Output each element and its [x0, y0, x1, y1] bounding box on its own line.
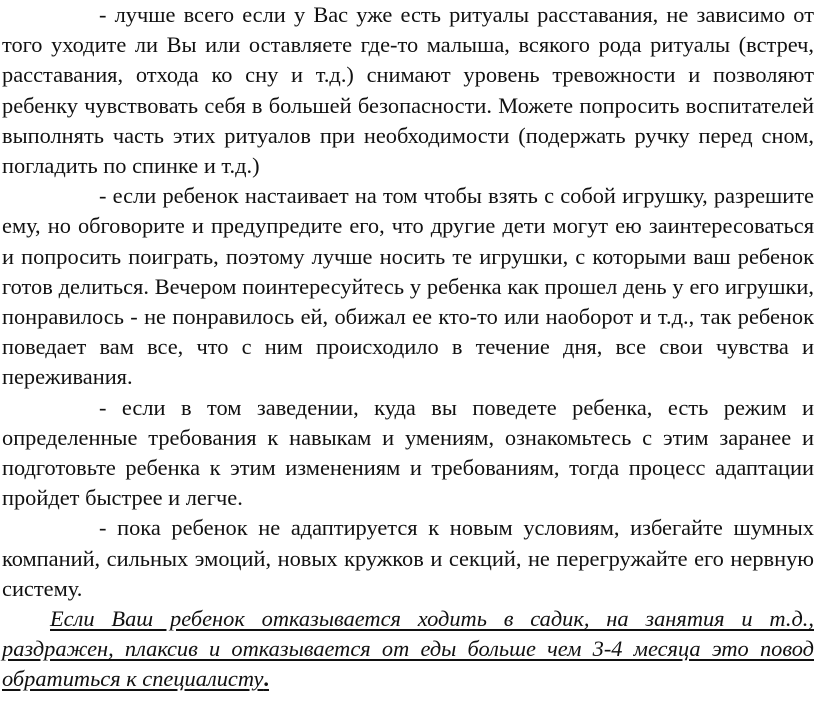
paragraph-adaptation: - пока ребенок не адаптируется к новым условиям, избегайте шумных компаний, сильных эмоций, новых кружков и секций, не перегружайте его нервную систему. — [2, 515, 814, 601]
paragraph-toy: - если ребенок настаивает на том чтобы взять с собой игрушку, разрешите ему, но обговорите и предупредите его, что другие дети могут ею заинтересоваться и попросить поиграть, поэтому лучше носить те игрушки, с которыми ваш ребенок готов делиться. Вечером поинтересуйтесь у ребенка как прошел день у его игрушки, понравилось - не понравилось ей, обижал ее кто-то или наоборот и т.д., так ребенок поведает вам все, что с ним происходило в течение дня, все свои чувства и переживания. — [2, 183, 814, 390]
closing-note-period: . — [263, 666, 270, 692]
paragraph-regime: - если в том заведении, куда вы поведете ребенка, есть режим и определенные требования к навыкам и умениям, ознакомьтесь с этим заранее и подготовьте ребенка к этим изменениям и требованиям, тогда процесс адаптации пройдет быстрее и легче. — [2, 394, 814, 511]
paragraph-rituals: - лучше всего если у Вас уже есть ритуалы расставания, не зависимо от того уходите ли Вы или оставляете где-то малыша, всякого рода ритуалы (встреч, расставания, отхода ко сну и т.д.) снимают уровень тревожности и позволяют ребенку чувствовать себя в большей безопасности. Можете попросить воспитателей выполнять часть этих ритуалов при необходимости (подержать ручку перед сном, погладить по спинке и т.д.) — [2, 2, 814, 179]
closing-note-text: Если Ваш ребенок отказывается ходить в садик, на занятия и т.д., раздражен, плаксив и отказывается от еды больше чем 3-4 месяца это повод обратиться к специалисту — [2, 606, 814, 692]
closing-note — [0, 604, 816, 695]
